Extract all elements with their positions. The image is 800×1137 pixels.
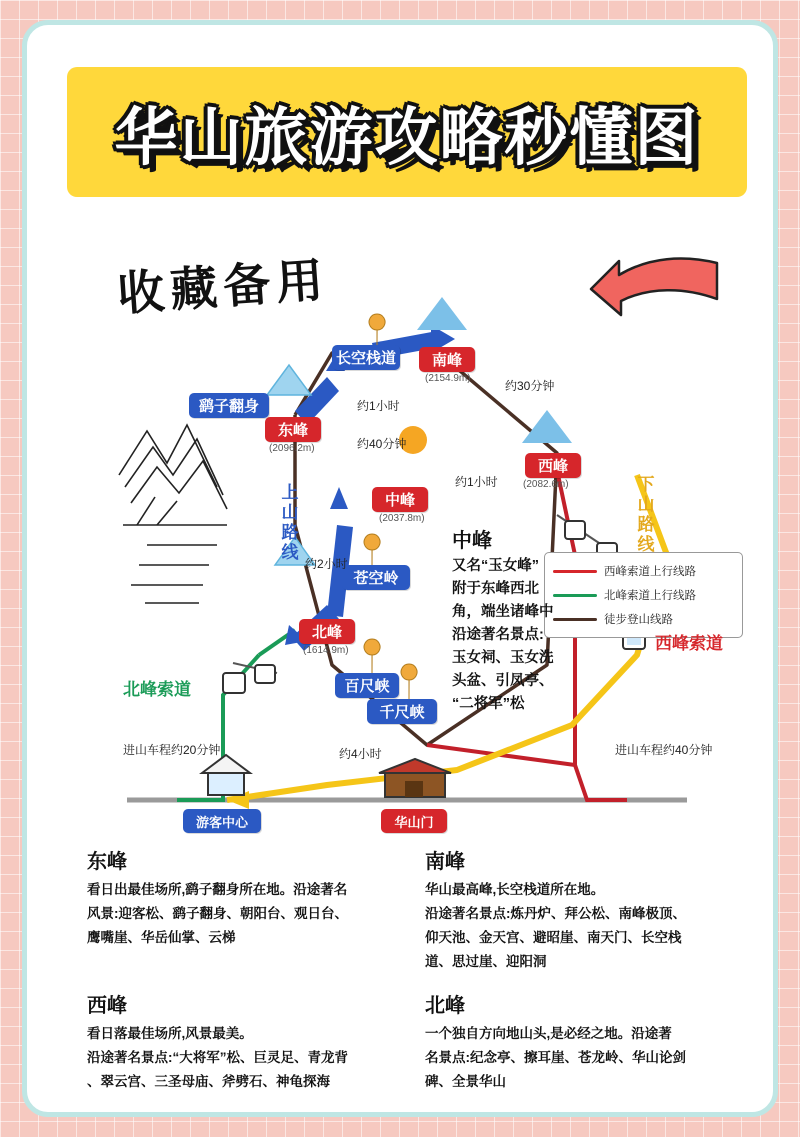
- subtitle-handwritten: 收藏备用: [115, 252, 331, 323]
- peak-chip-qianchixia[interactable]: 千尺峡: [367, 699, 437, 724]
- duration-2hour: 约2小时: [305, 557, 348, 571]
- peak-chip-zhongfeng[interactable]: 中峰: [372, 487, 428, 512]
- route-label-up: 上山路线: [281, 483, 299, 562]
- route-map: [27, 225, 778, 835]
- duration-1hour-a: 约1小时: [357, 399, 400, 413]
- peak-elev-zhongfeng: (2037.8m): [379, 513, 425, 524]
- section-line: 碑、全景华山: [425, 1074, 506, 1089]
- section-line: 名景点:纪念亭、擦耳崖、苍龙岭、华山论剑: [425, 1050, 686, 1065]
- center-peak-line: “二将军”松: [452, 696, 525, 712]
- center-peak-line: 沿途著名景点:: [452, 627, 544, 643]
- section-line: 一个独自方向地山头,是必经之地。沿途著: [425, 1026, 672, 1041]
- duration-4hour: 约4小时: [339, 747, 382, 761]
- peak-chip-yaozifanshen[interactable]: 鹞子翻身: [189, 393, 269, 418]
- peak-chip-beifeng[interactable]: 北峰: [299, 619, 355, 644]
- section-title-xifeng: 西峰: [87, 995, 127, 1017]
- place-chip-huashan-gate[interactable]: 华山门: [381, 809, 447, 833]
- peak-elev-nanfeng: (2154.9m): [425, 373, 471, 384]
- cableway-title-north[interactable]: 北峰索道: [123, 680, 191, 699]
- center-peak-line: 头盆、引凤亭、: [452, 673, 554, 689]
- peak-chip-cangkongling[interactable]: 苍空岭: [342, 565, 410, 590]
- center-peak-line: 又名“玉女峰”: [452, 558, 539, 574]
- section-line: 道、思过崖、迎阳洞: [425, 954, 547, 969]
- peak-descriptions: [27, 845, 778, 1117]
- section-title-nanfeng: 南峰: [425, 851, 465, 873]
- section-line: 沿途著名景点:炼丹炉、拜公松、南峰极顶、: [425, 906, 686, 921]
- section-line: 看日出最佳场所,鹞子翻身所在地。沿途著名: [87, 882, 348, 897]
- section-nanfeng: [425, 845, 725, 975]
- cable-car-icon-north: [223, 663, 277, 693]
- center-peak-line: 角，端坐诸峰中: [452, 604, 554, 620]
- route-label-down: 下山路线: [637, 475, 655, 554]
- peak-chip-nanfeng[interactable]: 南峰: [419, 347, 475, 372]
- legend-label-hiking: 徒步登山线路: [604, 614, 673, 626]
- duration-1hour-b: 约1小时: [455, 475, 498, 489]
- section-line: 华山最高峰,长空栈道所在地。: [425, 882, 605, 897]
- peak-chip-baichixia[interactable]: 百尺峡: [335, 673, 399, 698]
- section-line: 看日落最佳场所,风景最美。: [87, 1026, 253, 1041]
- section-line: 沿途著名景点:“大将军”松、巨灵足、青龙背: [87, 1050, 348, 1065]
- duration-30min: 约30分钟: [505, 379, 555, 393]
- section-line: 鹰嘴崖、华岳仙掌、云梯: [87, 930, 236, 945]
- section-line: 风景:迎客松、鹞子翻身、朝阳台、观日台、: [87, 906, 348, 921]
- legend-label-west-cableway: 西峰索道上行线路: [604, 566, 696, 578]
- peak-elev-xifeng: (2082.6m): [523, 479, 569, 490]
- huashan-gate-icon: [379, 759, 451, 797]
- duration-40min: 约40分钟: [357, 437, 407, 451]
- cableway-title-west[interactable]: 西峰索道: [655, 634, 723, 653]
- cableway-note-west: 进山车程约40分钟: [615, 743, 713, 757]
- section-title-beifeng: 北峰: [425, 995, 465, 1017]
- place-chip-visitor-center[interactable]: 游客中心: [183, 809, 261, 833]
- poster-card: [22, 20, 778, 1117]
- center-peak-description: [452, 530, 582, 716]
- peak-chip-changkong[interactable]: 长空栈道: [332, 345, 400, 370]
- section-xifeng: [87, 989, 387, 1095]
- section-dongfeng: [87, 845, 387, 951]
- peak-elev-beifeng: (1614.9m): [303, 645, 349, 656]
- section-line: 、翠云宫、三圣母庙、斧劈石、神龟探海: [87, 1074, 330, 1089]
- center-peak-line: 玉女祠、玉女洗: [452, 650, 554, 666]
- cableway-note-north: 进山车程约20分钟: [123, 743, 221, 757]
- visitor-center-icon: [202, 755, 250, 795]
- section-line: 仰天池、金天宫、避昭崖、南天门、长空栈: [425, 930, 682, 945]
- center-peak-title: 中峰: [452, 530, 492, 552]
- legend-label-north-cableway: 北峰索道上行线路: [604, 590, 696, 602]
- peak-chip-dongfeng[interactable]: 东峰: [265, 417, 321, 442]
- peak-chip-xifeng[interactable]: 西峰: [525, 453, 581, 478]
- section-beifeng: [425, 989, 725, 1095]
- peak-elev-dongfeng: (2096.2m): [269, 443, 315, 454]
- section-title-dongfeng: 东峰: [87, 851, 127, 873]
- page-title: 华山旅游攻略秒懂图: [114, 102, 700, 173]
- center-peak-line: 附于东峰西北: [452, 581, 539, 597]
